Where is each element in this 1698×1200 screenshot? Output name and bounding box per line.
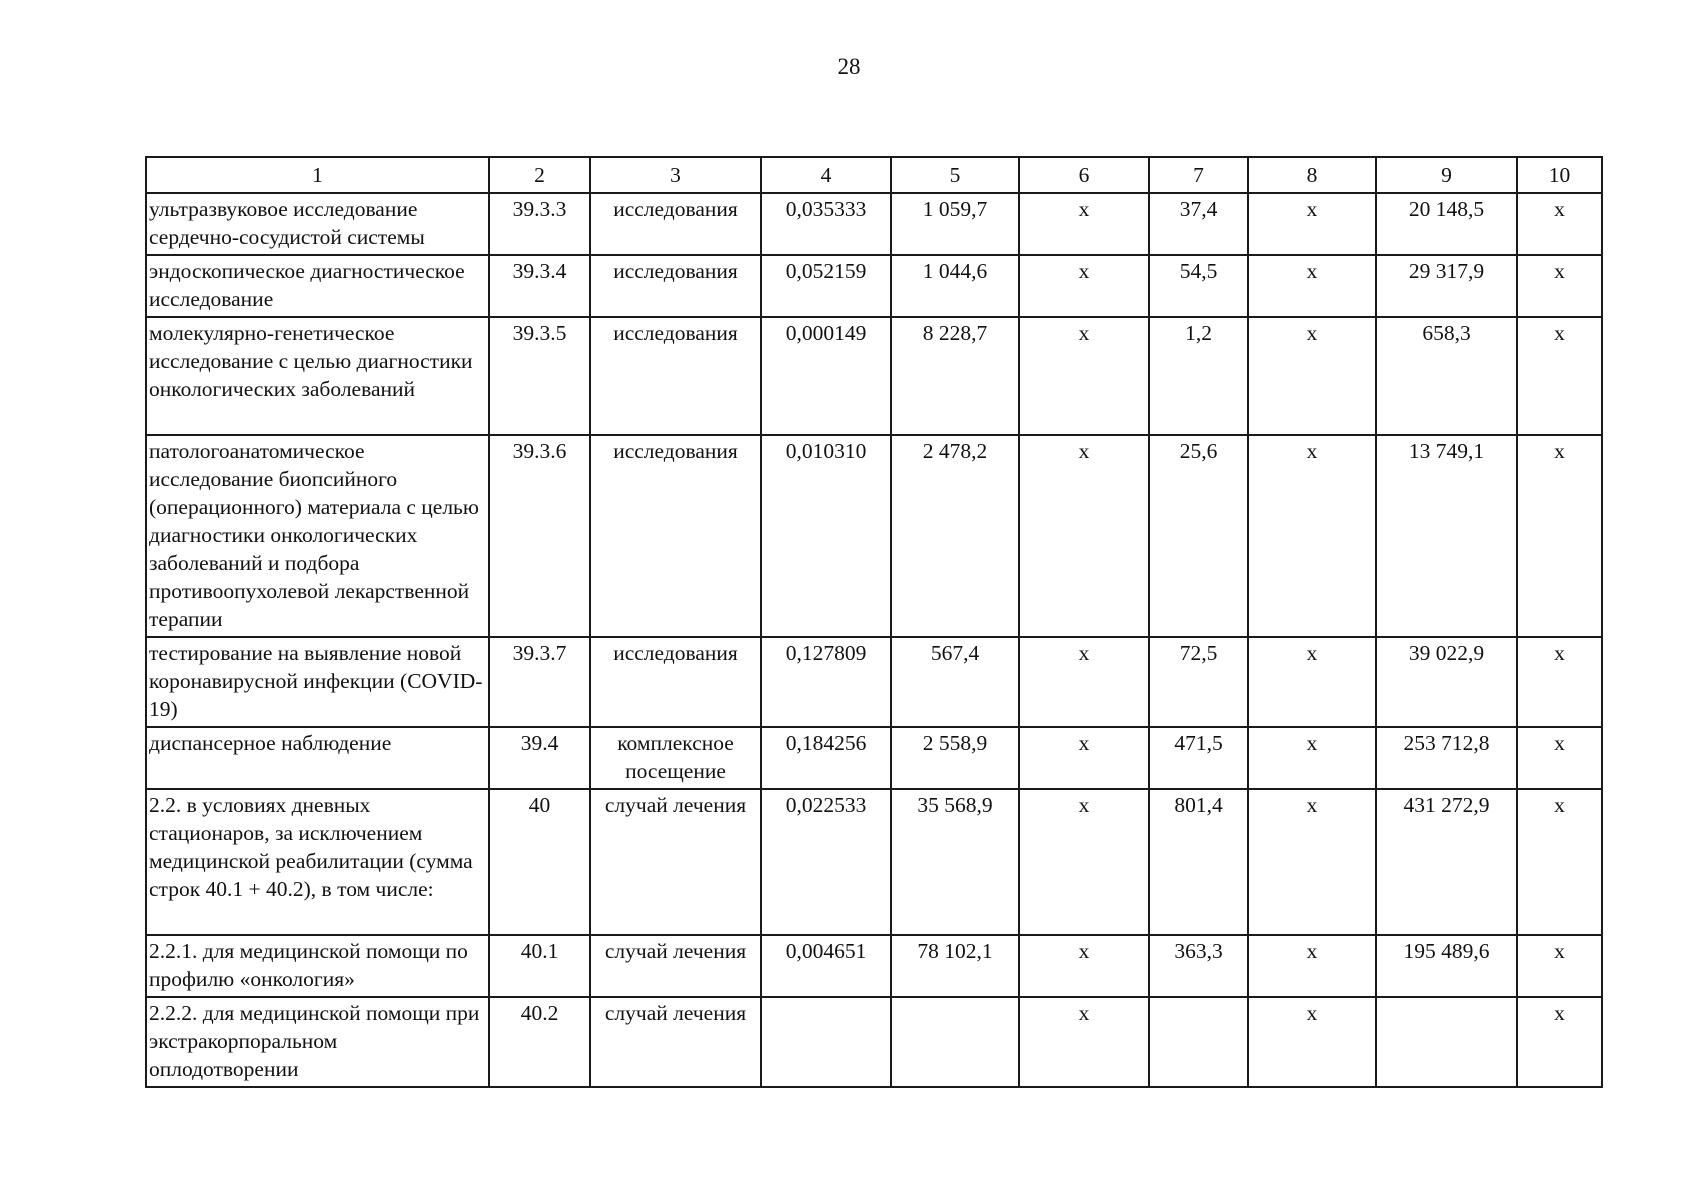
row-col7-cell: 471,5 [1149, 727, 1248, 789]
row-col9-cell: 431 272,9 [1376, 789, 1517, 935]
table-row [146, 789, 1602, 935]
row-code-cell: 39.3.3 [489, 193, 590, 255]
row-col8-cell: х [1248, 727, 1376, 789]
row-unit-cell: случай лечения [590, 997, 761, 1087]
row-cost-cell: 1 044,6 [891, 255, 1019, 317]
row-col6-cell: х [1019, 435, 1149, 637]
row-volume-cell: 0,000149 [761, 317, 891, 435]
row-code-cell: 40.2 [489, 997, 590, 1087]
row-cost-cell: 2 478,2 [891, 435, 1019, 637]
row-col6-cell: х [1019, 255, 1149, 317]
row-col9-cell: 195 489,6 [1376, 935, 1517, 997]
row-col6-cell: х [1019, 727, 1149, 789]
row-col9-cell [1376, 997, 1517, 1087]
row-col7-cell: 25,6 [1149, 435, 1248, 637]
row-col7-cell: 72,5 [1149, 637, 1248, 727]
row-volume-cell: 0,127809 [761, 637, 891, 727]
row-col7-cell: 37,4 [1149, 193, 1248, 255]
row-col9-cell: 13 749,1 [1376, 435, 1517, 637]
row-volume-cell [761, 997, 891, 1087]
table-row [146, 255, 1602, 317]
row-unit-cell: исследования [590, 255, 761, 317]
row-col9-cell: 29 317,9 [1376, 255, 1517, 317]
row-name-cell: патологоанатомическое исследование биопсийного (операционного) материала с целью диагностики онкологических заболеваний и подбора противоопухолевой лекарственной терапии [146, 435, 489, 637]
row-unit-cell: исследования [590, 193, 761, 255]
row-col8-cell: х [1248, 789, 1376, 935]
row-col8-cell: х [1248, 255, 1376, 317]
row-code-cell: 39.3.6 [489, 435, 590, 637]
row-code-cell: 39.3.5 [489, 317, 590, 435]
row-cost-cell [891, 997, 1019, 1087]
row-col8-cell: х [1248, 935, 1376, 997]
column-header-9: 9 [1376, 157, 1517, 193]
row-col10-cell: х [1517, 727, 1602, 789]
row-code-cell: 39.4 [489, 727, 590, 789]
row-cost-cell: 1 059,7 [891, 193, 1019, 255]
table-row [146, 935, 1602, 997]
column-header-2: 2 [489, 157, 590, 193]
row-col10-cell: х [1517, 637, 1602, 727]
row-col10-cell: х [1517, 997, 1602, 1087]
row-unit-cell: исследования [590, 435, 761, 637]
row-name-cell: диспансерное наблюдение [146, 727, 489, 789]
row-cost-cell: 2 558,9 [891, 727, 1019, 789]
row-unit-cell: комплексное посещение [590, 727, 761, 789]
row-col6-cell: х [1019, 997, 1149, 1087]
table-row [146, 727, 1602, 789]
tariff-table [145, 156, 1603, 1088]
row-code-cell: 39.3.7 [489, 637, 590, 727]
row-col6-cell: х [1019, 637, 1149, 727]
row-col6-cell: х [1019, 193, 1149, 255]
column-header-4: 4 [761, 157, 891, 193]
row-code-cell: 39.3.4 [489, 255, 590, 317]
row-col9-cell: 658,3 [1376, 317, 1517, 435]
page-number: 28 [837, 54, 861, 79]
row-name-cell: 2.2.2. для медицинской помощи при экстракорпоральном оплодотворении [146, 997, 489, 1087]
row-col8-cell: х [1248, 435, 1376, 637]
row-cost-cell: 78 102,1 [891, 935, 1019, 997]
row-col7-cell: 1,2 [1149, 317, 1248, 435]
row-col7-cell: 363,3 [1149, 935, 1248, 997]
column-header-8: 8 [1248, 157, 1376, 193]
row-name-cell: 2.2. в условиях дневных стационаров, за исключением медицинской реабилитации (сумма строк 40.1 + 40.2), в том числе: [146, 789, 489, 935]
row-col8-cell: х [1248, 317, 1376, 435]
row-unit-cell: случай лечения [590, 935, 761, 997]
column-header-6: 6 [1019, 157, 1149, 193]
row-name-cell: молекулярно-генетическое исследование с целью диагностики онкологических заболеваний [146, 317, 489, 435]
column-header-5: 5 [891, 157, 1019, 193]
table-row [146, 317, 1602, 435]
row-unit-cell: исследования [590, 637, 761, 727]
row-col10-cell: х [1517, 255, 1602, 317]
row-col10-cell: х [1517, 193, 1602, 255]
column-header-10: 10 [1517, 157, 1602, 193]
row-col9-cell: 39 022,9 [1376, 637, 1517, 727]
row-col7-cell: 54,5 [1149, 255, 1248, 317]
row-code-cell: 40 [489, 789, 590, 935]
row-name-cell: эндоскопическое диагностическое исследование [146, 255, 489, 317]
row-col8-cell: х [1248, 193, 1376, 255]
row-name-cell: ультразвуковое исследование сердечно-сосудистой системы [146, 193, 489, 255]
row-cost-cell: 8 228,7 [891, 317, 1019, 435]
row-name-cell: тестирование на выявление новой коронавирусной инфекции (COVID-19) [146, 637, 489, 727]
row-col9-cell: 253 712,8 [1376, 727, 1517, 789]
row-col6-cell: х [1019, 317, 1149, 435]
row-col8-cell: х [1248, 637, 1376, 727]
column-header-3: 3 [590, 157, 761, 193]
row-col10-cell: х [1517, 789, 1602, 935]
row-volume-cell: 0,004651 [761, 935, 891, 997]
row-col6-cell: х [1019, 789, 1149, 935]
row-volume-cell: 0,052159 [761, 255, 891, 317]
row-name-cell: 2.2.1. для медицинской помощи по профилю «онкология» [146, 935, 489, 997]
row-col6-cell: х [1019, 935, 1149, 997]
row-unit-cell: случай лечения [590, 789, 761, 935]
row-volume-cell: 0,035333 [761, 193, 891, 255]
row-cost-cell: 567,4 [891, 637, 1019, 727]
table-row [146, 193, 1602, 255]
row-volume-cell: 0,184256 [761, 727, 891, 789]
header-row [146, 157, 1602, 193]
column-header-7: 7 [1149, 157, 1248, 193]
row-cost-cell: 35 568,9 [891, 789, 1019, 935]
column-header-1: 1 [146, 157, 489, 193]
row-unit-cell: исследования [590, 317, 761, 435]
row-volume-cell: 0,022533 [761, 789, 891, 935]
row-col10-cell: х [1517, 317, 1602, 435]
table-row [146, 997, 1602, 1087]
row-col9-cell: 20 148,5 [1376, 193, 1517, 255]
table-row [146, 435, 1602, 637]
row-col7-cell [1149, 997, 1248, 1087]
row-col10-cell: х [1517, 935, 1602, 997]
row-col8-cell: х [1248, 997, 1376, 1087]
row-volume-cell: 0,010310 [761, 435, 891, 637]
row-code-cell: 40.1 [489, 935, 590, 997]
row-col10-cell: х [1517, 435, 1602, 637]
row-col7-cell: 801,4 [1149, 789, 1248, 935]
table-row [146, 637, 1602, 727]
